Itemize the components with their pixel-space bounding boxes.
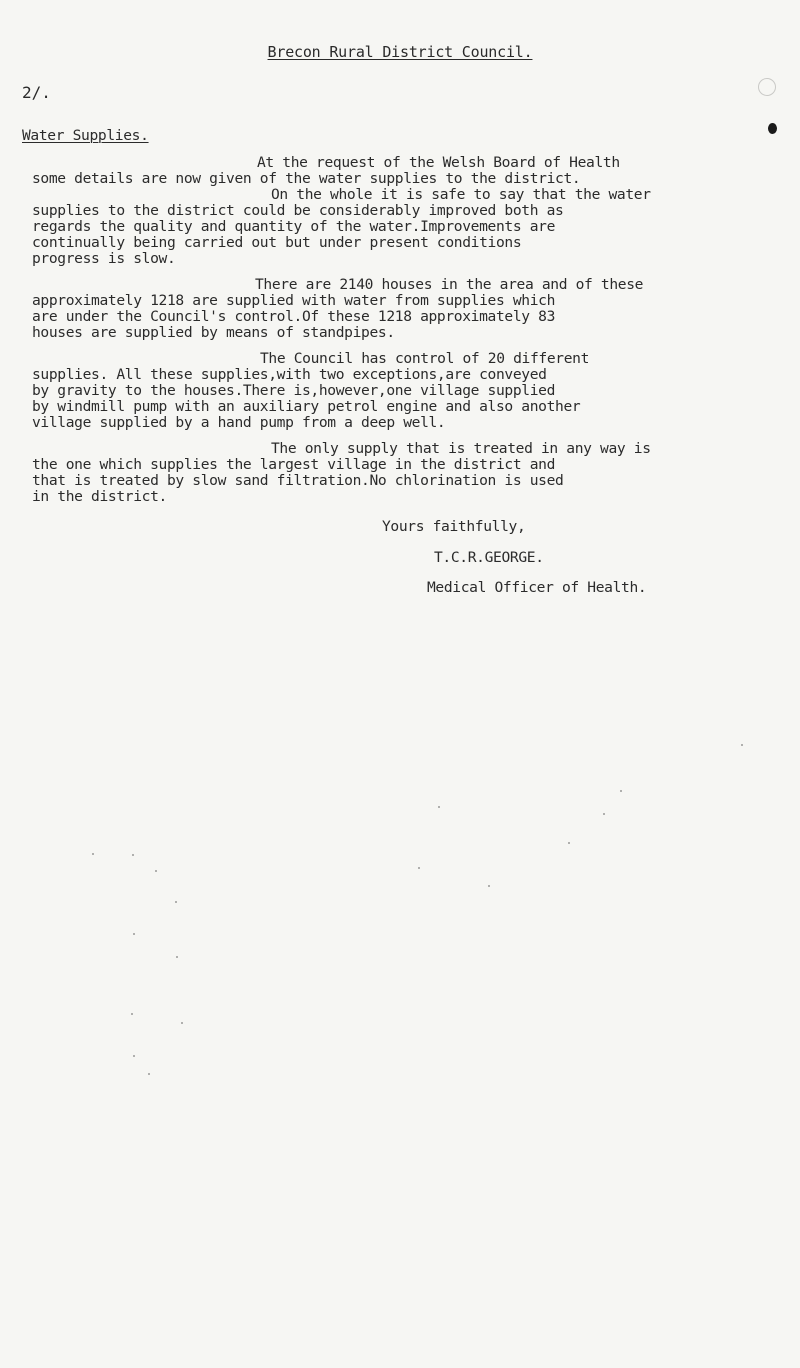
- speck: [438, 806, 440, 808]
- text-line: by gravity to the houses.There is,however,one village supplied: [32, 382, 556, 399]
- text-line: village supplied by a hand pump from a deep well.: [32, 414, 446, 431]
- text-line: supplies to the district could be considerably improved both as: [32, 202, 564, 219]
- text-line: the one which supplies the largest village in the district and: [32, 456, 556, 473]
- closing-salutation: Yours faithfully,: [382, 518, 526, 535]
- speck: [155, 870, 157, 872]
- text-line: regards the quality and quantity of the water.Improvements are: [32, 218, 556, 235]
- speck: [133, 1055, 135, 1057]
- text-line: progress is slow.: [32, 250, 176, 267]
- speck: [133, 933, 135, 935]
- text-line: houses are supplied by means of standpipes.: [32, 324, 395, 341]
- text-line: are under the Council's control.Of these 1218 approximately 83: [32, 308, 556, 325]
- signatory-name: T.C.R.GEORGE.: [434, 549, 544, 566]
- speck: [418, 867, 420, 869]
- text-line: There are 2140 houses in the area and of these: [255, 276, 644, 293]
- council-header: Brecon Rural District Council.: [267, 43, 533, 61]
- speck: [741, 744, 743, 746]
- text-line: The only supply that is treated in any way is: [271, 440, 651, 457]
- speck: [175, 901, 177, 903]
- text-line: On the whole it is safe to say that the water: [271, 186, 651, 203]
- speck: [148, 1073, 150, 1075]
- text-line: that is treated by slow sand filtration.No chlorination is used: [32, 472, 564, 489]
- page-number: 2/.: [22, 83, 51, 102]
- text-line: The Council has control of 20 different: [260, 350, 590, 367]
- text-line: continually being carried out but under present conditions: [32, 234, 522, 251]
- speck: [176, 956, 178, 958]
- text-line: At the request of the Welsh Board of Health: [257, 154, 620, 171]
- speck: [131, 1013, 133, 1015]
- speck: [132, 854, 134, 856]
- section-title: Water Supplies.: [22, 127, 149, 144]
- text-line: approximately 1218 are supplied with water from supplies which: [32, 292, 556, 309]
- speck: [488, 885, 490, 887]
- speck: [568, 842, 570, 844]
- text-line: in the district.: [32, 488, 167, 505]
- ink-dot: [768, 123, 777, 134]
- text-line: by windmill pump with an auxiliary petrol engine and also another: [32, 398, 581, 415]
- speck: [620, 790, 622, 792]
- text-line: supplies. All these supplies,with two exceptions,are conveyed: [32, 366, 547, 383]
- punch-hole-mark: [758, 78, 776, 96]
- speck: [181, 1022, 183, 1024]
- text-line: some details are now given of the water supplies to the district.: [32, 170, 581, 187]
- speck: [92, 853, 94, 855]
- speck: [603, 813, 605, 815]
- signatory-title: Medical Officer of Health.: [427, 579, 647, 596]
